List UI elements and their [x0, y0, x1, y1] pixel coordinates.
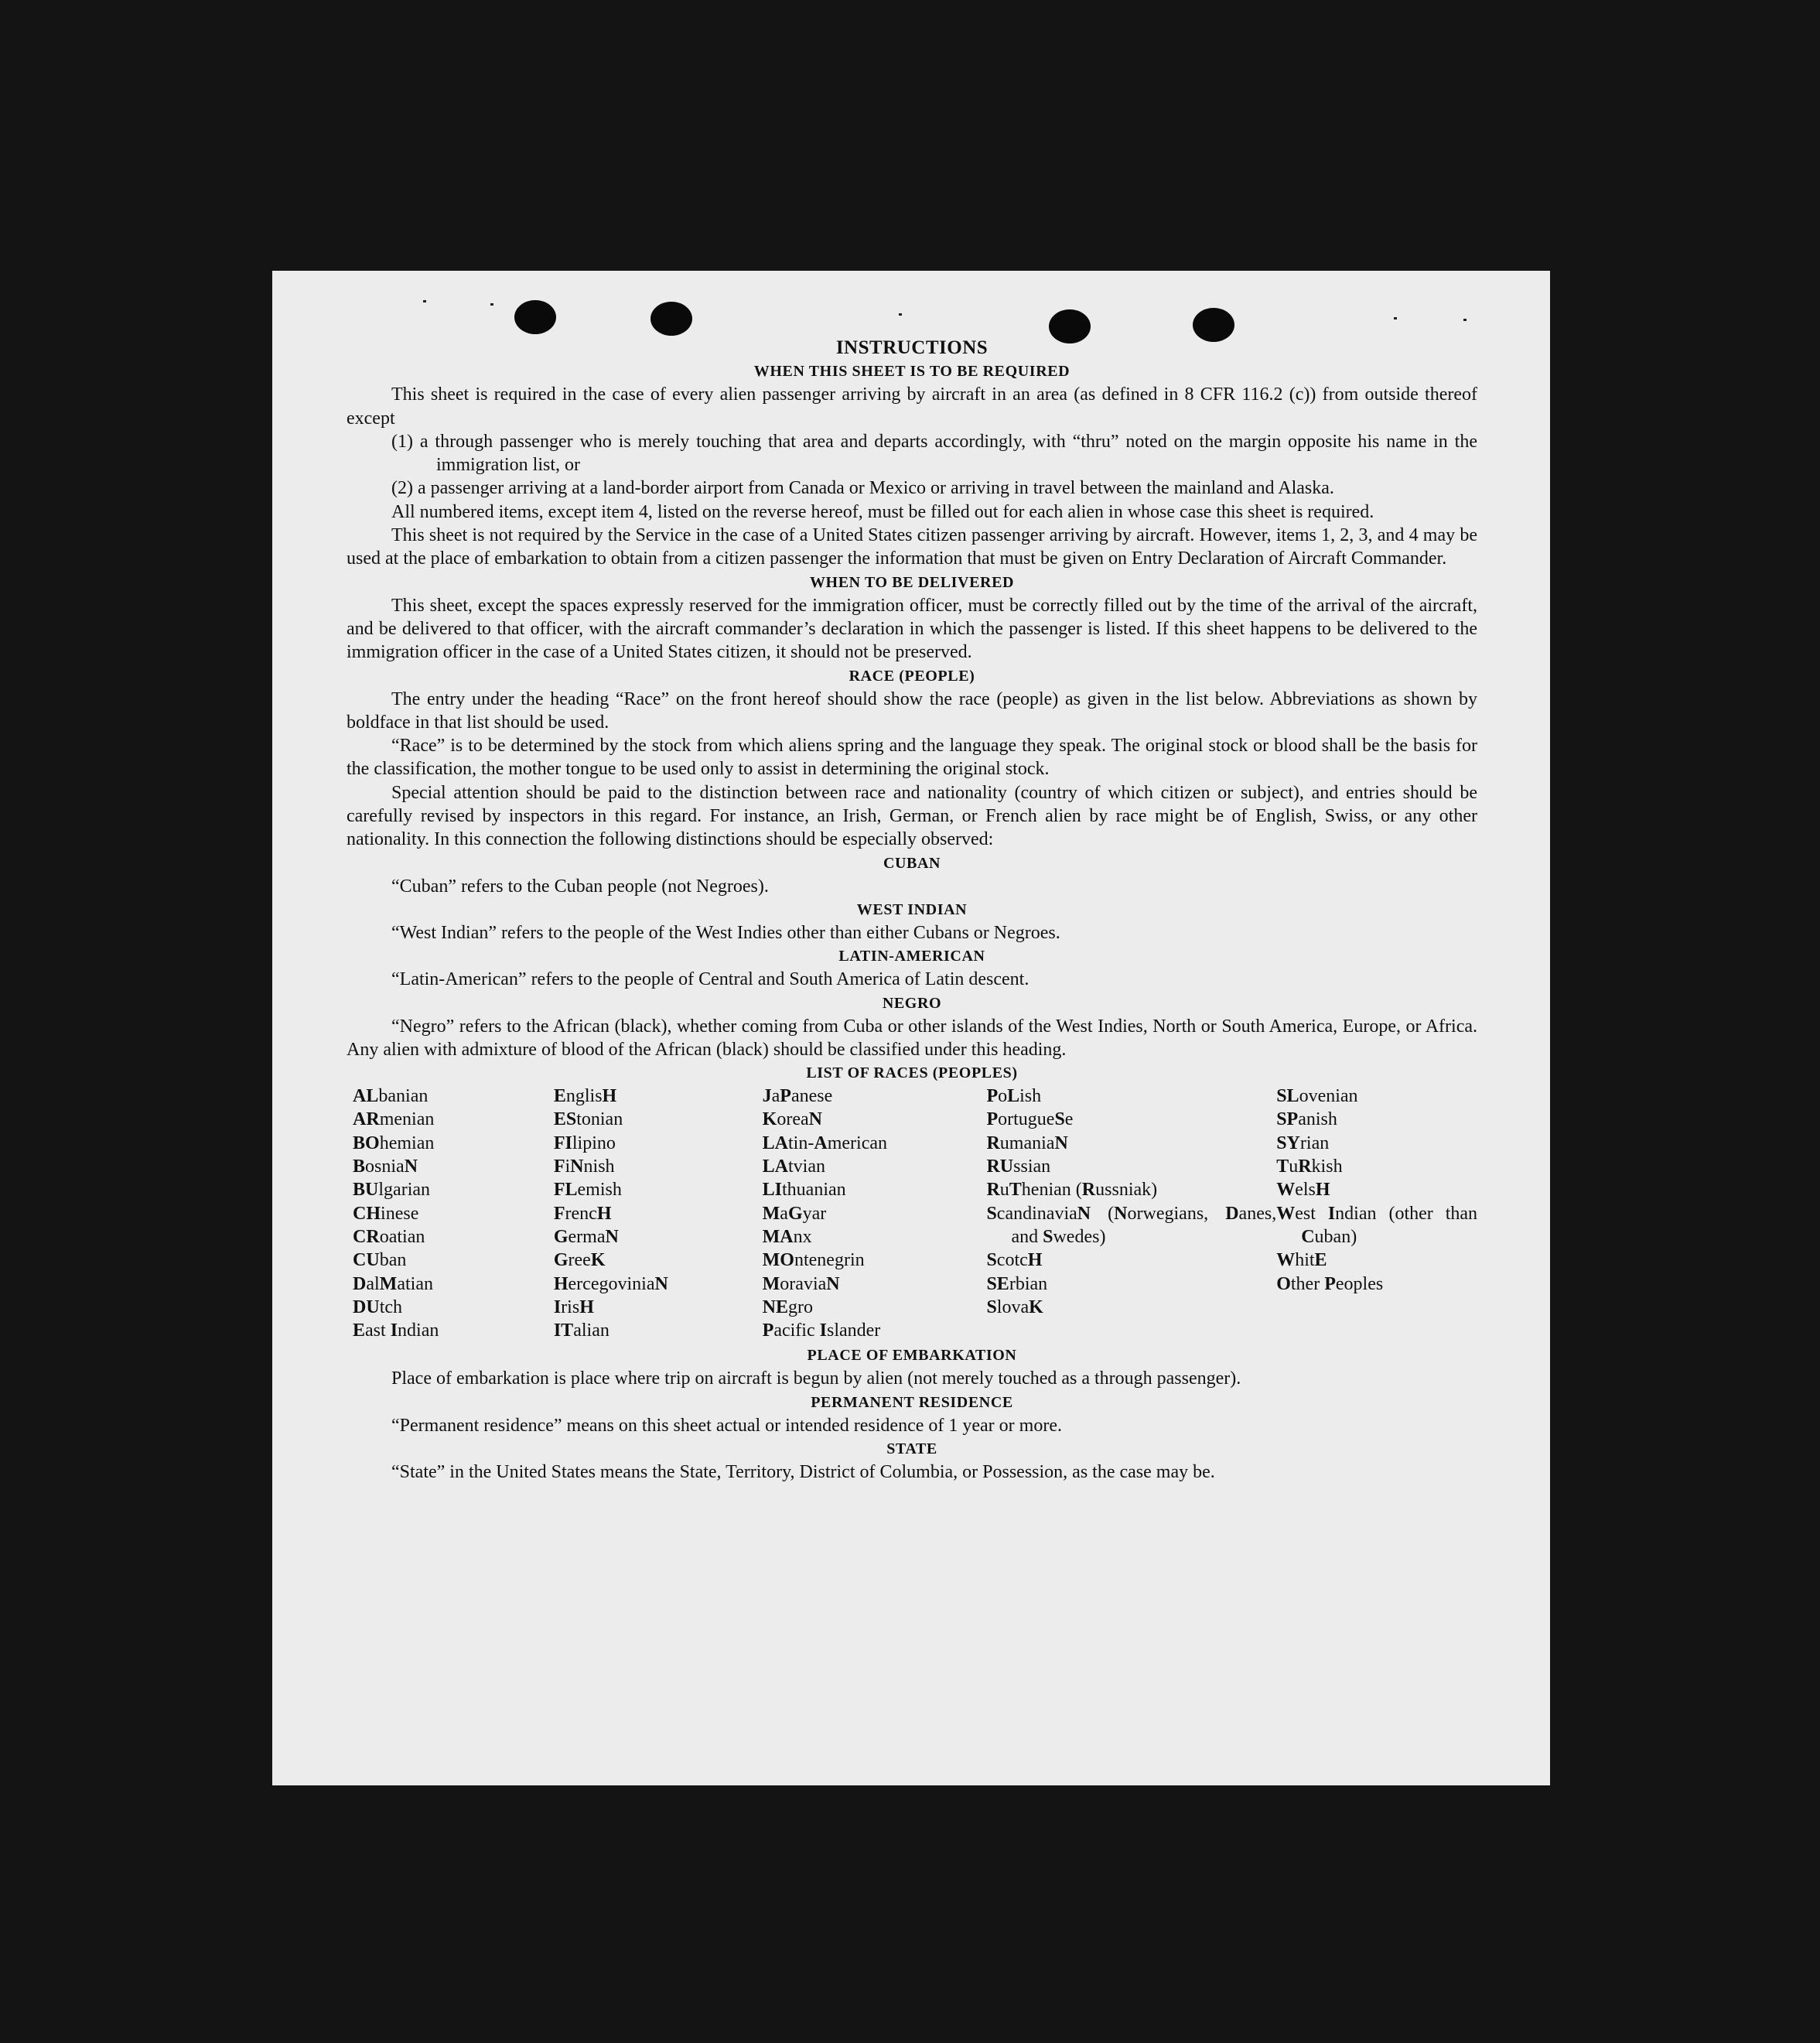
race-item: MOntenegrin — [762, 1250, 865, 1271]
race-item: JaPanese — [762, 1086, 833, 1107]
race-item: LAtin-American — [762, 1133, 887, 1153]
heading-negro: NEGRO — [882, 994, 942, 1012]
race-item: ScandinaviaN (Norwegians, Danes, and Swedes) — [986, 1203, 1277, 1247]
race-item: MoraviaN — [762, 1273, 840, 1294]
race-item: HercegoviniaN — [553, 1273, 668, 1294]
race-item: SPanish — [1276, 1109, 1337, 1130]
race-item: ALbanian — [353, 1086, 429, 1107]
exception-item-2: (2) a passenger arriving at a land-border airport from Canada or Mexico or arriving in travel between the mainland and Alaska. — [391, 478, 1334, 499]
punch-hole — [514, 300, 556, 334]
definition-state: “State” in the United States means the State, Territory, District of Columbia, or Possession, as the case may be. — [391, 1461, 1215, 1482]
paragraph: This sheet is not required by the Service in the case of a United States citizen passenger arriving by aircraft. However, items 1, 2, 3, and 4 may be used at the place of embarkation to obtain from a citizen passenger the information that must be given on Entry Declaration of Aircraft Commander. — [347, 525, 1477, 569]
race-item: CHinese — [353, 1203, 419, 1224]
paragraph: Place of embarkation is place where trip on aircraft is begun by alien (not merely touched as a through passenger). — [391, 1368, 1241, 1389]
race-item: ITalian — [553, 1320, 610, 1341]
document-page — [272, 271, 1550, 1785]
race-item: SLovenian — [1276, 1086, 1358, 1107]
race-item: PoLish — [986, 1086, 1042, 1107]
paragraph: This sheet is required in the case of every alien passenger arriving by aircraft in an area (as defined in 8 CFR 116.2 (c)) from outside thereof except — [347, 384, 1477, 429]
race-item: WhitE — [1276, 1250, 1327, 1271]
definition-west-indian: “West Indian” refers to the people of the West Indies other than either Cubans or Negroes. — [391, 922, 1060, 943]
race-item: NEgro — [762, 1297, 813, 1317]
paragraph: Special attention should be paid to the distinction between race and nationality (country of which citizen or subject), and entries should be carefully revised by inspectors in this regard. For instance, an Irish, German, or French alien by race might be of English, Swiss, or any other nationality. In this connection the following distinctions should be especially observed: — [347, 782, 1477, 850]
heading-embarkation: PLACE OF EMBARKATION — [807, 1347, 1017, 1365]
race-item: BUlgarian — [353, 1180, 431, 1201]
race-item: FrencH — [553, 1203, 612, 1224]
race-column — [1276, 1085, 1477, 1342]
heading-latin-american: LATIN-AMERICAN — [838, 948, 985, 965]
race-item: IrisH — [553, 1297, 594, 1317]
definition-latin-american: “Latin-American” refers to the people of Central and South America of Latin descent. — [391, 969, 1030, 990]
race-item: West Indian (other than Cuban) — [1276, 1203, 1478, 1247]
race-item: ARmenian — [353, 1109, 435, 1130]
paragraph: The entry under the heading “Race” on the front hereof should show the race (people) as given in the list below. Abbreviations as shown by boldface in that list should be used. — [347, 688, 1477, 733]
definition-residence: “Permanent residence” means on this sheet actual or intended residence of 1 year or more. — [391, 1415, 1062, 1436]
race-item: GermaN — [553, 1226, 619, 1247]
race-item: BOhemian — [353, 1133, 435, 1153]
heading-when-required: WHEN THIS SHEET IS TO BE REQUIRED — [753, 363, 1070, 381]
heading-list-of-races: LIST OF RACES (PEOPLES) — [806, 1064, 1018, 1082]
heading-when-delivered: WHEN TO BE DELIVERED — [809, 573, 1015, 591]
paragraph: All numbered items, except item 4, listed on the reverse hereof, must be filled out for each alien in whose case this sheet is required. — [391, 501, 1374, 522]
race-column — [986, 1085, 1276, 1342]
definition-negro: “Negro” refers to the African (black), whether coming from Cuba or other islands of the West Indies, North or South America, Europe, or Africa. Any alien with admixture of blood of the African (black) should be classified under this heading. — [347, 1016, 1477, 1060]
race-item: LIthuanian — [762, 1180, 846, 1201]
race-item: LAtvian — [762, 1156, 825, 1177]
race-item: EStonian — [553, 1109, 623, 1130]
heading-west-indian: WEST INDIAN — [856, 900, 968, 918]
race-item: MaGyar — [762, 1203, 827, 1224]
race-item: FIlipino — [553, 1133, 616, 1153]
race-item: EnglisH — [553, 1086, 617, 1107]
race-item: Pacific Islander — [762, 1320, 881, 1341]
exception-item-1: (1) a through passenger who is merely touching that area and departs accordingly, with “thru” noted on the margin opposite his name in the immigration list, or — [391, 431, 1477, 476]
race-item: DUtch — [353, 1297, 403, 1317]
definition-cuban: “Cuban” refers to the Cuban people (not Negroes). — [391, 876, 769, 897]
race-item: Other Peoples — [1276, 1273, 1384, 1294]
race-list — [353, 1085, 1477, 1342]
punch-hole — [650, 302, 692, 336]
race-item: East Indian — [353, 1320, 439, 1341]
race-item: BosniaN — [353, 1156, 418, 1177]
race-item: KoreaN — [762, 1109, 822, 1130]
race-column — [353, 1085, 554, 1342]
speck — [1394, 317, 1397, 319]
race-item: FiNnish — [553, 1156, 615, 1177]
speck — [423, 300, 426, 302]
race-item: RuThenian (Russniak) — [986, 1180, 1158, 1201]
race-item: SYrian — [1276, 1133, 1330, 1153]
speck — [899, 313, 902, 316]
race-item: DalMatian — [353, 1273, 433, 1294]
heading-residence: PERMANENT RESIDENCE — [811, 1393, 1013, 1411]
race-item: RumaniaN — [986, 1133, 1068, 1153]
paragraph: This sheet, except the spaces expressly reserved for the immigration officer, must be correctly filled out by the time of the arrival of the aircraft, and be delivered to that officer, with the aircraft commander’s declaration in which the passenger is listed. If this sheet happens to be delivered to the immigration officer in the case of a United States citizen, it should not be preserved. — [347, 595, 1477, 663]
instructions-text — [347, 337, 1477, 1484]
race-item: SErbian — [986, 1273, 1048, 1294]
race-item: MAnx — [762, 1226, 812, 1247]
race-item: CUban — [353, 1250, 407, 1271]
race-column — [763, 1085, 987, 1342]
page-title: INSTRUCTIONS — [835, 337, 989, 358]
race-item: TuRkish — [1276, 1156, 1343, 1177]
race-item: FLemish — [553, 1180, 622, 1201]
heading-race: RACE (PEOPLE) — [849, 667, 975, 685]
race-item: SlovaK — [986, 1297, 1043, 1317]
race-item: ScotcH — [986, 1250, 1043, 1271]
race-item: CRoatian — [353, 1226, 425, 1247]
heading-state: STATE — [886, 1440, 937, 1457]
race-item: PortugueSe — [986, 1109, 1074, 1130]
race-item: GreeK — [553, 1250, 606, 1271]
heading-cuban: CUBAN — [883, 854, 941, 872]
speck — [1463, 319, 1467, 321]
speck — [490, 303, 493, 306]
race-column — [554, 1085, 763, 1342]
race-item: WelsH — [1276, 1180, 1330, 1201]
race-item: RUssian — [986, 1156, 1051, 1177]
paragraph: “Race” is to be determined by the stock from which aliens spring and the language they speak. The original stock or blood shall be the basis for the classification, the mother tongue to be used only to assist in determining the original stock. — [347, 736, 1477, 780]
